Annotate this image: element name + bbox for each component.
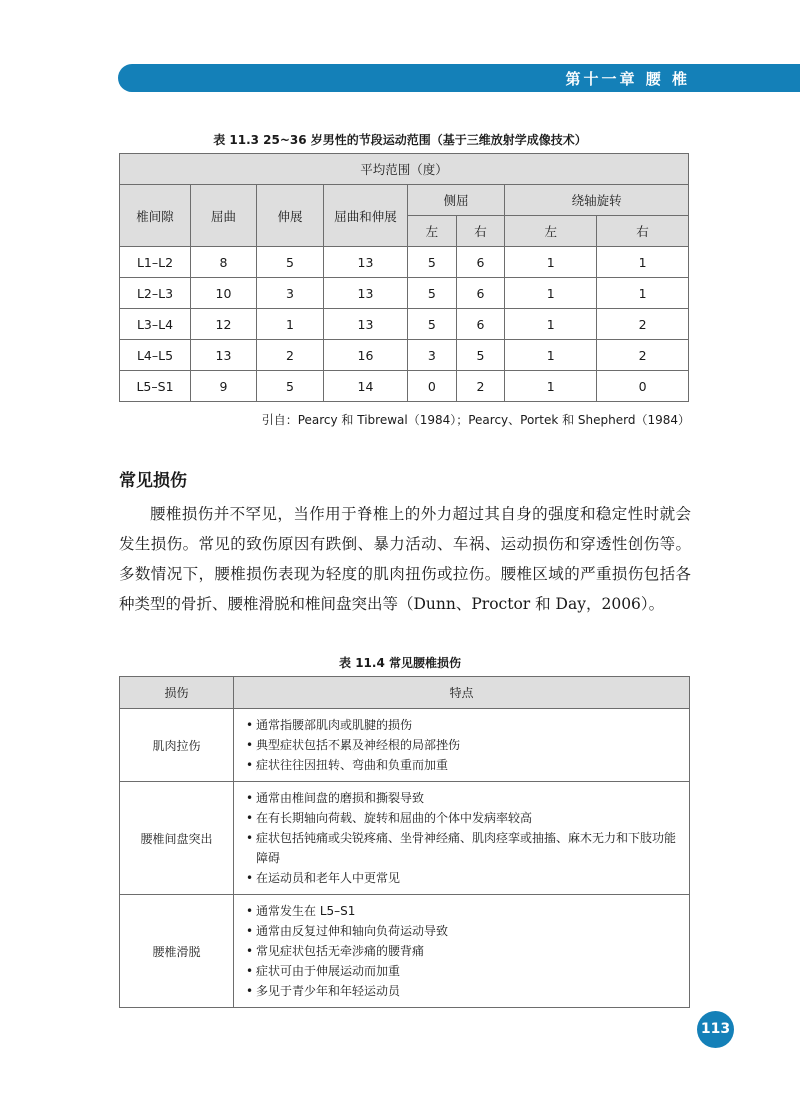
col-header-injury: 损伤 bbox=[120, 677, 234, 709]
table-row bbox=[120, 709, 690, 782]
body-paragraph: 腰椎损伤并不罕见，当作用于脊椎上的外力超过其自身的强度和稳定性时就会发生损伤。常见的致伤原因有跌倒、暴力活动、车祸、运动损伤和穿透性创伤等。多数情况下，腰椎损伤表现为轻度的肌肉扭伤或拉伤。腰椎区域的严重损伤包括各种类型的骨折、腰椎滑脱和椎间盘突出等（Dunn、Proctor 和 Day，2006）。 bbox=[119, 505, 691, 613]
injury-features bbox=[234, 782, 690, 895]
injury-features bbox=[234, 709, 690, 782]
table-cell: 0 bbox=[408, 371, 457, 402]
injury-features bbox=[234, 895, 690, 1008]
feature-item: • 通常指腰部肌肉或肌腱的损伤 bbox=[246, 715, 681, 735]
table-cell: 5 bbox=[456, 340, 505, 371]
table1-caption: 表 11.3 25~36 岁男性的节段运动范围（基于三维放射学成像技术） bbox=[213, 133, 587, 147]
feature-item: • 通常由反复过伸和轴向负荷运动导致 bbox=[246, 921, 681, 941]
range-of-motion-table bbox=[119, 153, 689, 402]
table-row bbox=[120, 340, 689, 371]
table-cell: 5 bbox=[257, 371, 324, 402]
table-cell: 6 bbox=[456, 278, 505, 309]
table-row bbox=[120, 895, 690, 1008]
table-cell: L5–S1 bbox=[120, 371, 191, 402]
table-cell: 13 bbox=[191, 340, 257, 371]
table-cell: 10 bbox=[191, 278, 257, 309]
col-header-flex-ext: 屈曲和伸展 bbox=[324, 185, 408, 247]
injury-name: 腰椎滑脱 bbox=[120, 895, 234, 1008]
table-cell: 13 bbox=[324, 309, 408, 340]
table2-caption: 表 11.4 常见腰椎损伤 bbox=[339, 656, 461, 670]
table-cell: 5 bbox=[257, 247, 324, 278]
feature-item: • 常见症状包括无牵涉痛的腰背痛 bbox=[246, 941, 681, 961]
feature-item: • 症状包括钝痛或尖锐疼痛、坐骨神经痛、肌肉痉挛或抽搐、麻木无力和下肢功能障碍 bbox=[246, 828, 681, 868]
col-header-lateral-bend: 侧屈 bbox=[408, 185, 505, 216]
table-cell: 1 bbox=[505, 309, 597, 340]
table-cell: L3–L4 bbox=[120, 309, 191, 340]
table-cell: 2 bbox=[597, 340, 689, 371]
sub-header-left: 左 bbox=[408, 216, 457, 247]
table-cell: L4–L5 bbox=[120, 340, 191, 371]
table-cell: 1 bbox=[597, 247, 689, 278]
sub-header-right: 右 bbox=[597, 216, 689, 247]
page-number: 113 bbox=[697, 1011, 734, 1048]
table-cell: 2 bbox=[456, 371, 505, 402]
table-cell: 6 bbox=[456, 309, 505, 340]
table-cell: 5 bbox=[408, 247, 457, 278]
sub-header-right: 右 bbox=[456, 216, 505, 247]
col-header-extension: 伸展 bbox=[257, 185, 324, 247]
chapter-header-bar bbox=[118, 64, 800, 92]
table-cell: 9 bbox=[191, 371, 257, 402]
feature-item: • 在运动员和老年人中更常见 bbox=[246, 868, 681, 888]
injury-name: 腰椎间盘突出 bbox=[120, 782, 234, 895]
col-header-axial-rotation: 绕轴旋转 bbox=[505, 185, 689, 216]
feature-item: • 通常发生在 L5–S1 bbox=[246, 901, 681, 921]
table-cell: 1 bbox=[597, 278, 689, 309]
feature-item: • 在有长期轴向荷载、旋转和屈曲的个体中发病率较高 bbox=[246, 808, 681, 828]
feature-item: • 典型症状包括不累及神经根的局部挫伤 bbox=[246, 735, 681, 755]
table-cell: 3 bbox=[257, 278, 324, 309]
table1-top-header: 平均范围（度） bbox=[120, 154, 689, 185]
sub-header-left: 左 bbox=[505, 216, 597, 247]
table-cell: 1 bbox=[505, 371, 597, 402]
table-cell: 2 bbox=[597, 309, 689, 340]
table-cell: L2–L3 bbox=[120, 278, 191, 309]
feature-item: • 通常由椎间盘的磨损和撕裂导致 bbox=[246, 788, 681, 808]
table-cell: 5 bbox=[408, 309, 457, 340]
table-cell: 16 bbox=[324, 340, 408, 371]
table-cell: 14 bbox=[324, 371, 408, 402]
feature-item: • 多见于青少年和年轻运动员 bbox=[246, 981, 681, 1001]
injury-name: 肌肉拉伤 bbox=[120, 709, 234, 782]
table-cell: 1 bbox=[505, 340, 597, 371]
table-cell: 0 bbox=[597, 371, 689, 402]
table-cell: 1 bbox=[505, 247, 597, 278]
section-heading: 常见损伤 bbox=[119, 471, 187, 491]
table-row bbox=[120, 309, 689, 340]
col-header-flexion: 屈曲 bbox=[191, 185, 257, 247]
table-cell: 1 bbox=[257, 309, 324, 340]
feature-item: • 症状往往因扭转、弯曲和负重而加重 bbox=[246, 755, 681, 775]
table-cell: 8 bbox=[191, 247, 257, 278]
col-header-features: 特点 bbox=[234, 677, 690, 709]
common-injuries-table bbox=[119, 676, 690, 1008]
table-row bbox=[120, 278, 689, 309]
feature-item: • 症状可由于伸展运动而加重 bbox=[246, 961, 681, 981]
table-cell: 3 bbox=[408, 340, 457, 371]
table1-source: 引自：Pearcy 和 Tibrewal（1984）；Pearcy、Portek 和 Shepherd（1984） bbox=[261, 413, 690, 427]
col-header-segment: 椎间隙 bbox=[120, 185, 191, 247]
table-cell: 6 bbox=[456, 247, 505, 278]
table-cell: 2 bbox=[257, 340, 324, 371]
table-row bbox=[120, 782, 690, 895]
table-cell: L1–L2 bbox=[120, 247, 191, 278]
table-cell: 5 bbox=[408, 278, 457, 309]
table-row bbox=[120, 371, 689, 402]
table-cell: 13 bbox=[324, 278, 408, 309]
table-cell: 12 bbox=[191, 309, 257, 340]
table-cell: 13 bbox=[324, 247, 408, 278]
table-row bbox=[120, 247, 689, 278]
table-cell: 1 bbox=[505, 278, 597, 309]
chapter-title: 第十一章 腰 椎 bbox=[565, 70, 690, 88]
